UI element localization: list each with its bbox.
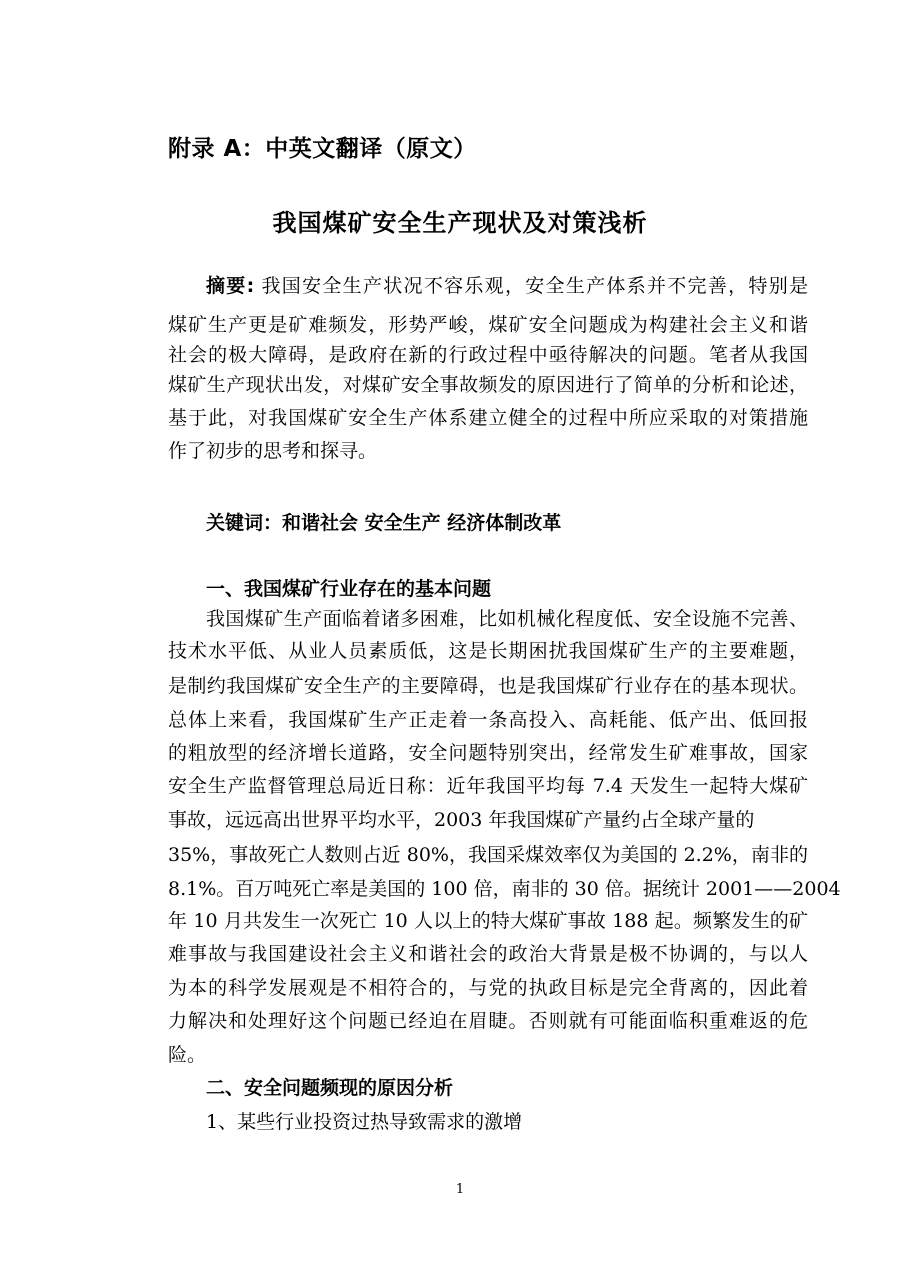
keywords: 关键词：和谐社会 安全生产 经济体制改革 [206, 512, 562, 534]
body-line: 的粗放型的经济增长道路，安全问题特别突出，经常发生矿难事故，国家 [168, 742, 808, 764]
page-number: 1 [455, 1182, 465, 1197]
section-heading: 二、安全问题频现的原因分析 [206, 1077, 454, 1099]
abstract-text: 我国安全生产状况不容乐观，安全生产体系并不完善，特别是 [254, 275, 808, 297]
body-line: 事故，远远高出世界平均水平，2003 年我国煤矿产量约占全球产量的 [168, 809, 755, 831]
body-line: 力解决和处理好这个问题已经迫在眉睫。否则就有可能面临积重难返的危 [168, 1010, 808, 1032]
body-line: 我国煤矿生产面临着诸多困难，比如机械化程度低、安全设施不完善、 [206, 608, 808, 630]
body-line: 技术水平低、从业人员素质低，这是长期困扰我国煤矿生产的主要难题， [168, 640, 808, 662]
body-line: 安全生产监督管理总局近日称：近年我国平均每 7.4 天发生一起特大煤矿 [168, 775, 808, 797]
abstract-label: 摘要: [206, 275, 255, 297]
body-line: 8.1%。百万吨死亡率是美国的 100 倍，南非的 30 倍。据统计 2001——2004 [168, 878, 841, 900]
body-line: 总体上来看，我国煤矿生产正走着一条高投入、高耗能、低产出、低回报 [168, 709, 808, 731]
body-line: 35%，事故死亡人数则占近 80%，我国采煤效率仅为美国的 2.2%，南非的 [168, 844, 808, 866]
section-heading: 一、我国煤矿行业存在的基本问题 [206, 578, 492, 600]
abstract-line: 煤矿生产更是矿难频发，形势严峻，煤矿安全问题成为构建社会主义和谐 [168, 314, 808, 336]
appendix-title: 附录 A：中英文翻译（原文） [168, 136, 477, 162]
abstract-line: 基于此，对我国煤矿安全生产体系建立健全的过程中所应采取的对策措施 [168, 407, 808, 429]
body-line: 为本的科学发展观是不相符合的，与党的执政目标是完全背离的，因此着 [168, 977, 808, 999]
body-line: 难事故与我国建设社会主义和谐社会的政治大背景是极不协调的，与以人 [168, 943, 808, 965]
subsection-heading: 1、某些行业投资过热导致需求的激增 [206, 1111, 523, 1133]
main-title: 我国煤矿安全生产现状及对策浅析 [272, 209, 648, 237]
abstract-line: 社会的极大障碍，是政府在新的行政过程中亟待解决的问题。笔者从我国 [168, 344, 808, 366]
abstract-line: 煤矿生产现状出发，对煤矿安全事故频发的原因进行了简单的分析和论述， [168, 374, 808, 396]
body-line: 是制约我国煤矿安全生产的主要障碍，也是我国煤矿行业存在的基本现状。 [168, 675, 808, 697]
body-line: 年 10 月共发生一次死亡 10 人以上的特大煤矿事故 188 起。频繁发生的矿 [168, 910, 808, 932]
body-line: 险。 [168, 1044, 207, 1066]
abstract-line: 作了初步的思考和探寻。 [168, 440, 378, 462]
abstract-line [206, 272, 808, 300]
